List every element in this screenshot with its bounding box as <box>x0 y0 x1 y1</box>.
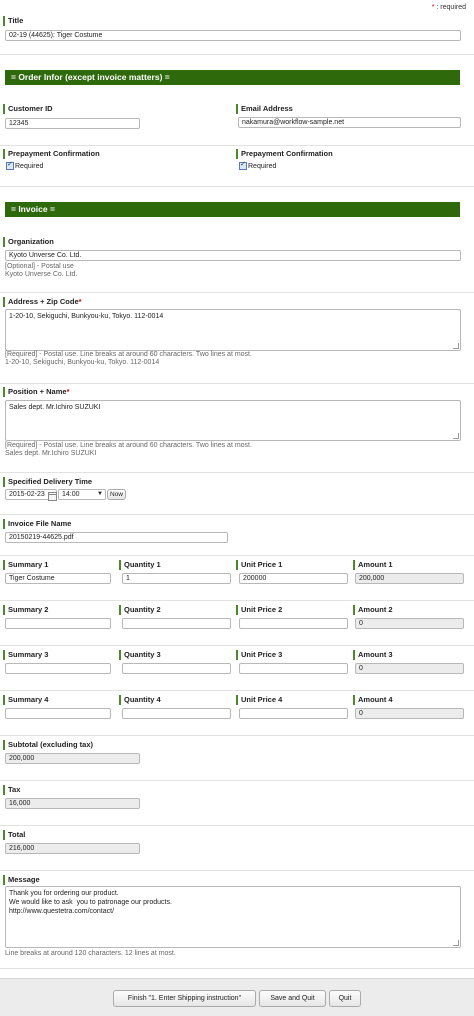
delivery-date-input[interactable]: 2015-02-23 <box>5 489 57 500</box>
organization-label: Organization <box>3 237 54 247</box>
organization-row <box>0 232 474 293</box>
invoice-file-input[interactable]: 20150219-44625.pdf <box>5 532 228 543</box>
quantity-2-label: Quantity 2 <box>119 605 161 615</box>
unit-price-4-input[interactable] <box>239 708 348 719</box>
position-name-help: [Required] - Postal use. Line breaks at around 60 characters. Two lines at most. Sales dept. Mr.Ichiro SUZUKI <box>5 442 252 457</box>
message-row <box>0 871 474 969</box>
customer-id-label: Customer ID <box>3 104 53 114</box>
prepayment-row <box>0 146 474 187</box>
message-textarea[interactable]: Thank you for ordering our product. We would like to ask you to patronage our products. http://www.questetra.com/contact/ <box>5 886 461 948</box>
required-star: * <box>66 387 70 396</box>
amount-1-label: Amount 1 <box>353 560 393 570</box>
quantity-1-label: Quantity 1 <box>119 560 161 570</box>
quantity-2-input[interactable] <box>122 618 231 629</box>
address-label-text: Address + Zip Code <box>8 297 79 306</box>
checkbox-checked-icon[interactable] <box>6 162 14 170</box>
line-item-row <box>0 691 474 736</box>
delivery-time-value: 14:00 <box>62 491 80 498</box>
quantity-3-input[interactable] <box>122 663 231 674</box>
email-label: Email Address <box>236 104 293 114</box>
required-legend <box>432 4 466 11</box>
prepayment-option-right: Required <box>248 162 277 170</box>
tax-row <box>0 781 474 826</box>
summary-1-input[interactable]: Tiger Costume <box>5 573 111 584</box>
chevron-down-icon: ▼ <box>97 491 103 497</box>
required-star: * <box>78 297 82 306</box>
prepayment-label-right: Prepayment Confirmation <box>236 149 333 159</box>
quantity-4-input[interactable] <box>122 708 231 719</box>
calendar-icon[interactable] <box>48 492 57 501</box>
organization-input[interactable]: Kyoto Unverse Co. Ltd. <box>5 250 461 261</box>
email-input[interactable]: nakamura@workflow-sample.net <box>238 117 461 128</box>
organization-help: [Optional] - Postal use Kyoto Unverse Co. Ltd. <box>5 263 78 278</box>
line-item-row <box>0 601 474 646</box>
summary-3-label: Summary 3 <box>3 650 48 660</box>
quantity-3-label: Quantity 3 <box>119 650 161 660</box>
address-textarea[interactable]: 1-20-10, Sekiguchi, Bunkyou-ku, Tokyo. 112-0014 <box>5 309 461 351</box>
required-legend-text: : required <box>434 4 466 11</box>
position-name-label <box>3 387 69 397</box>
prepayment-checkbox-left[interactable] <box>6 162 43 170</box>
tax-label: Tax <box>3 785 20 795</box>
total-label: Total <box>3 830 25 840</box>
summary-4-input[interactable] <box>5 708 111 719</box>
unit-price-2-label: Unit Price 2 <box>236 605 282 615</box>
subtotal-label: Subtotal (excluding tax) <box>3 740 93 750</box>
summary-4-label: Summary 4 <box>3 695 48 705</box>
amount-3-field: 0 <box>355 663 464 674</box>
save-and-quit-button[interactable]: Save and Quit <box>259 990 326 1007</box>
amount-3-label: Amount 3 <box>353 650 393 660</box>
unit-price-1-label: Unit Price 1 <box>236 560 282 570</box>
summary-2-label: Summary 2 <box>3 605 48 615</box>
address-row <box>0 293 474 384</box>
delivery-row <box>0 473 474 515</box>
total-field: 216,000 <box>5 843 140 854</box>
title-input[interactable]: 02-19 (44625): Tiger Costume <box>5 30 461 41</box>
quantity-4-label: Quantity 4 <box>119 695 161 705</box>
delivery-label: Specified Delivery Time <box>3 477 92 487</box>
unit-price-1-input[interactable]: 200000 <box>239 573 348 584</box>
position-name-textarea[interactable]: Sales dept. Mr.Ichiro SUZUKI <box>5 400 461 441</box>
unit-price-2-input[interactable] <box>239 618 348 629</box>
address-help: [Required] - Postal use. Line breaks at around 60 characters. Two lines at most. 1-20-10, Sekiguchi, Bunkyou-ku, Tokyo. 112-0014 <box>5 351 252 366</box>
message-label: Message <box>3 875 40 885</box>
subtotal-field: 200,000 <box>5 753 140 764</box>
amount-4-field: 0 <box>355 708 464 719</box>
line-item-row <box>0 646 474 691</box>
title-row <box>0 14 474 55</box>
footer-bar <box>0 978 474 1016</box>
order-info-section-header: = Order Infor (except invoice matters) = <box>5 70 460 85</box>
message-help: Line breaks at around 120 characters. 12 lines at most. <box>5 950 176 957</box>
unit-price-4-label: Unit Price 4 <box>236 695 282 705</box>
prepayment-option-left: Required <box>15 162 44 170</box>
checkbox-checked-icon[interactable] <box>239 162 247 170</box>
total-row <box>0 826 474 871</box>
tax-field: 16,000 <box>5 798 140 809</box>
summary-2-input[interactable] <box>5 618 111 629</box>
prepayment-label-left: Prepayment Confirmation <box>3 149 100 159</box>
quantity-1-input[interactable]: 1 <box>122 573 231 584</box>
position-name-label-text: Position + Name <box>8 387 67 396</box>
amount-2-field: 0 <box>355 618 464 629</box>
invoice-section-header: = Invoice = <box>5 202 460 217</box>
address-label <box>3 297 82 307</box>
prepayment-checkbox-right[interactable] <box>239 162 276 170</box>
amount-4-label: Amount 4 <box>353 695 393 705</box>
position-name-row <box>0 384 474 473</box>
subtotal-row <box>0 736 474 781</box>
customer-row <box>0 100 474 146</box>
unit-price-3-label: Unit Price 3 <box>236 650 282 660</box>
amount-1-field: 200,000 <box>355 573 464 584</box>
quit-button[interactable]: Quit <box>329 990 361 1007</box>
unit-price-3-input[interactable] <box>239 663 348 674</box>
delivery-time-select[interactable] <box>58 489 106 500</box>
amount-2-label: Amount 2 <box>353 605 393 615</box>
finish-button[interactable]: Finish "1. Enter Shipping instruction" <box>113 990 256 1007</box>
invoice-file-label: Invoice File Name <box>3 519 71 529</box>
invoice-file-row <box>0 515 474 556</box>
summary-3-input[interactable] <box>5 663 111 674</box>
now-button[interactable]: Now <box>107 489 126 500</box>
summary-1-label: Summary 1 <box>3 560 48 570</box>
required-star: * <box>431 4 435 11</box>
title-label: Title <box>3 16 23 26</box>
customer-id-input[interactable]: 12345 <box>5 118 140 129</box>
line-item-row <box>0 556 474 601</box>
